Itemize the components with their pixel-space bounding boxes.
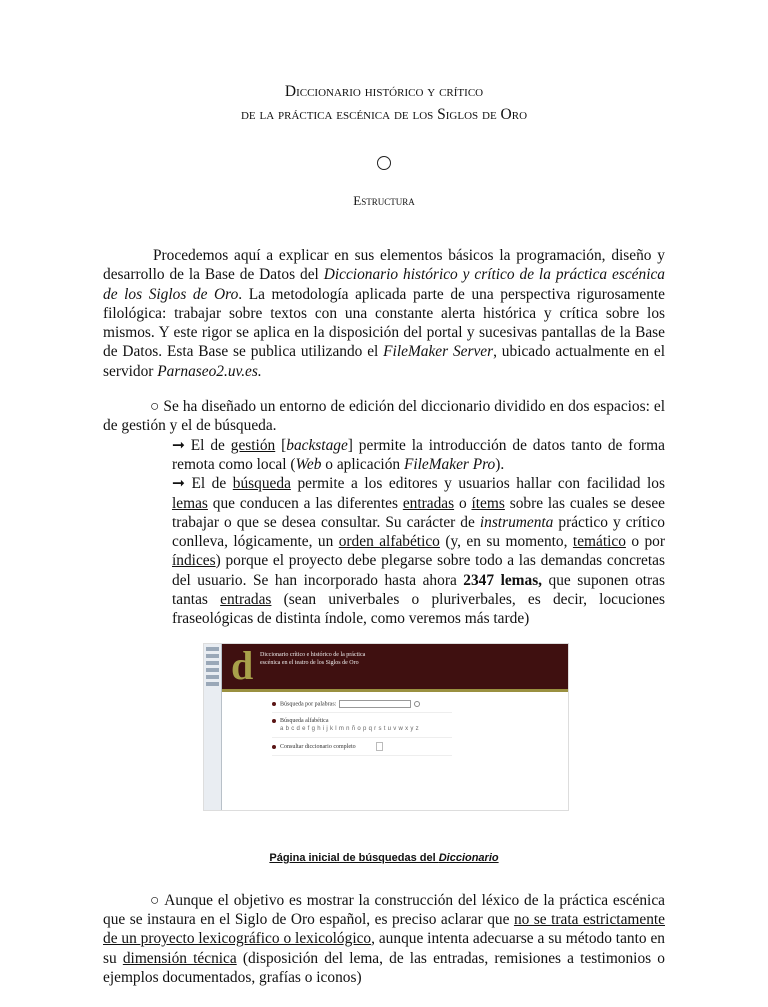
search-options: [272, 696, 452, 756]
screenshot-banner: [222, 644, 568, 692]
dictionary-logo: d: [231, 642, 254, 688]
intro-paragraph: [103, 246, 665, 381]
italic-text: Parnaseo2.uv.es.: [157, 362, 262, 380]
italic-text: Diccionario histórico y crítico de la práctica escénica de los Siglos de Oro: [103, 266, 666, 303]
embedded-screenshot: [203, 643, 569, 811]
bullet-icon: [272, 702, 276, 706]
text-run: (y, en su momento,: [439, 533, 573, 551]
circle-ornament-icon: [377, 156, 391, 170]
italic-text: Web: [295, 455, 322, 473]
bullet-paragraph-editing: [103, 397, 665, 436]
screenshot-sidebar: [204, 644, 222, 810]
text-run: práctico y crítico conlleva, lógicamente, un: [172, 513, 665, 551]
full-dictionary-row: [272, 738, 452, 756]
full-dictionary-label: Consultar diccionario completo: [280, 743, 356, 750]
underlined-term: índices: [172, 552, 216, 570]
underlined-term: no se trata estrictamente de un proyecto lexicográfico o lexicológico: [103, 910, 665, 948]
text-run: que conducen a las diferentes: [207, 494, 403, 512]
text-run: permite a los editores y usuarios hallar con facilidad los: [290, 475, 665, 493]
banner-title: Diccionario crítico e histórico de la práctica escénica en el teatro de los Siglos de Oro: [260, 651, 366, 666]
bullet-paragraph-lexicon: [103, 891, 665, 987]
section-heading: Estructura: [353, 193, 415, 208]
text-run: ➞ El de: [172, 436, 231, 454]
underlined-term: temático: [572, 533, 626, 551]
bullet-icon: [272, 745, 276, 749]
text-run: ○ Se ha diseñado un entorno de edición del diccionario dividido en dos espacios: el de gestión y el de búsqueda.: [103, 398, 665, 435]
bold-text: 2347 lemas,: [463, 571, 543, 589]
italic-text: instrumenta: [479, 513, 554, 531]
magnifier-icon: [414, 701, 420, 707]
underlined-term: gestión: [230, 436, 276, 454]
text-run: o: [454, 494, 472, 512]
word-search-input: [339, 700, 411, 708]
text-run: ○ Aunque el objetivo es mostrar la construcción del léxico de la práctica escénica que se instaura en el Siglo de Oro español, es preciso aclarar que: [103, 891, 665, 928]
document-title-line1: Diccionario histórico y crítico: [284, 83, 484, 100]
word-search-label: Búsqueda por palabras:: [280, 701, 337, 708]
text-run: Procedemos aquí a explicar en sus elementos básicos la programación, diseño y desarrollo de la Base de Datos del: [103, 247, 665, 284]
sub-item-busqueda: [172, 474, 665, 628]
alpha-search-label: Búsqueda alfabética: [280, 718, 329, 725]
word-search-row: [272, 696, 452, 713]
bullet-icon: [272, 719, 276, 723]
italic-text: backstage: [286, 436, 348, 454]
text-run: sobre las cuales se desee trabajar o que se desea consultar. Su carácter de: [172, 494, 666, 531]
italic-text: FileMaker Server: [383, 343, 494, 361]
underlined-term: dimensión técnica: [122, 949, 237, 967]
figure-caption: [0, 851, 768, 865]
text-run: ) porque el proyecto debe plegarse sobre todo a las demandas concretas del usuario. Se han incorporado hasta ahora: [172, 552, 665, 589]
text-run: (disposición del lema, de las entradas, remisiones a testimonios o ejemplos documentados, grafías o iconos): [103, 949, 665, 986]
underlined-term: lemas: [172, 494, 208, 512]
underlined-term: entradas: [402, 494, 455, 512]
italic-text: FileMaker Pro: [403, 455, 496, 473]
text-run: , aunque intenta adecuarse a su método tanto en su: [103, 930, 665, 967]
text-run: o aplicación: [321, 455, 404, 473]
sub-item-gestion: [172, 436, 665, 475]
text-run: ).: [495, 455, 505, 473]
text-run: ➞ El de: [172, 475, 233, 493]
underlined-term: búsqueda: [232, 475, 291, 493]
underlined-term: orden alfabético: [338, 533, 440, 551]
document-title-line2: de la práctica escénica de los Siglos de Oro: [240, 106, 528, 123]
text-run: , ubicado actualmente en el servidor: [103, 343, 666, 380]
caption-text: Página inicial de búsquedas del: [269, 851, 439, 864]
document-icon: [376, 742, 383, 751]
text-run: o por: [625, 533, 665, 551]
text-run: que suponen otras tantas: [172, 571, 665, 609]
alpha-search-row: [272, 713, 452, 738]
text-run: ] permite la introducción de datos tanto de forma remota como local (: [172, 436, 665, 473]
underlined-term: entradas: [220, 591, 272, 609]
text-run: . La metodología aplicada parte de una perspectiva rigurosamente filológica: trabajar sobre textos con una constante alerta histórica y crítica sobre los mismos. Y este rigor se aplica en la disposición del portal y sucesivas pantallas de la Base de Datos. Esta Base se publica utilizando el: [103, 285, 665, 361]
caption-italic: Diccionario: [438, 851, 499, 864]
text-run: [: [275, 436, 287, 454]
underlined-term: ítems: [471, 494, 505, 512]
text-run: (sean univerbales o pluriverbales, es decir, locuciones fraseológicas de distinta índole, como veremos más tarde): [172, 591, 666, 628]
alphabet-links: a b c d e f g h i j k l m n ñ o p q r s t u v w x y z: [280, 726, 419, 733]
